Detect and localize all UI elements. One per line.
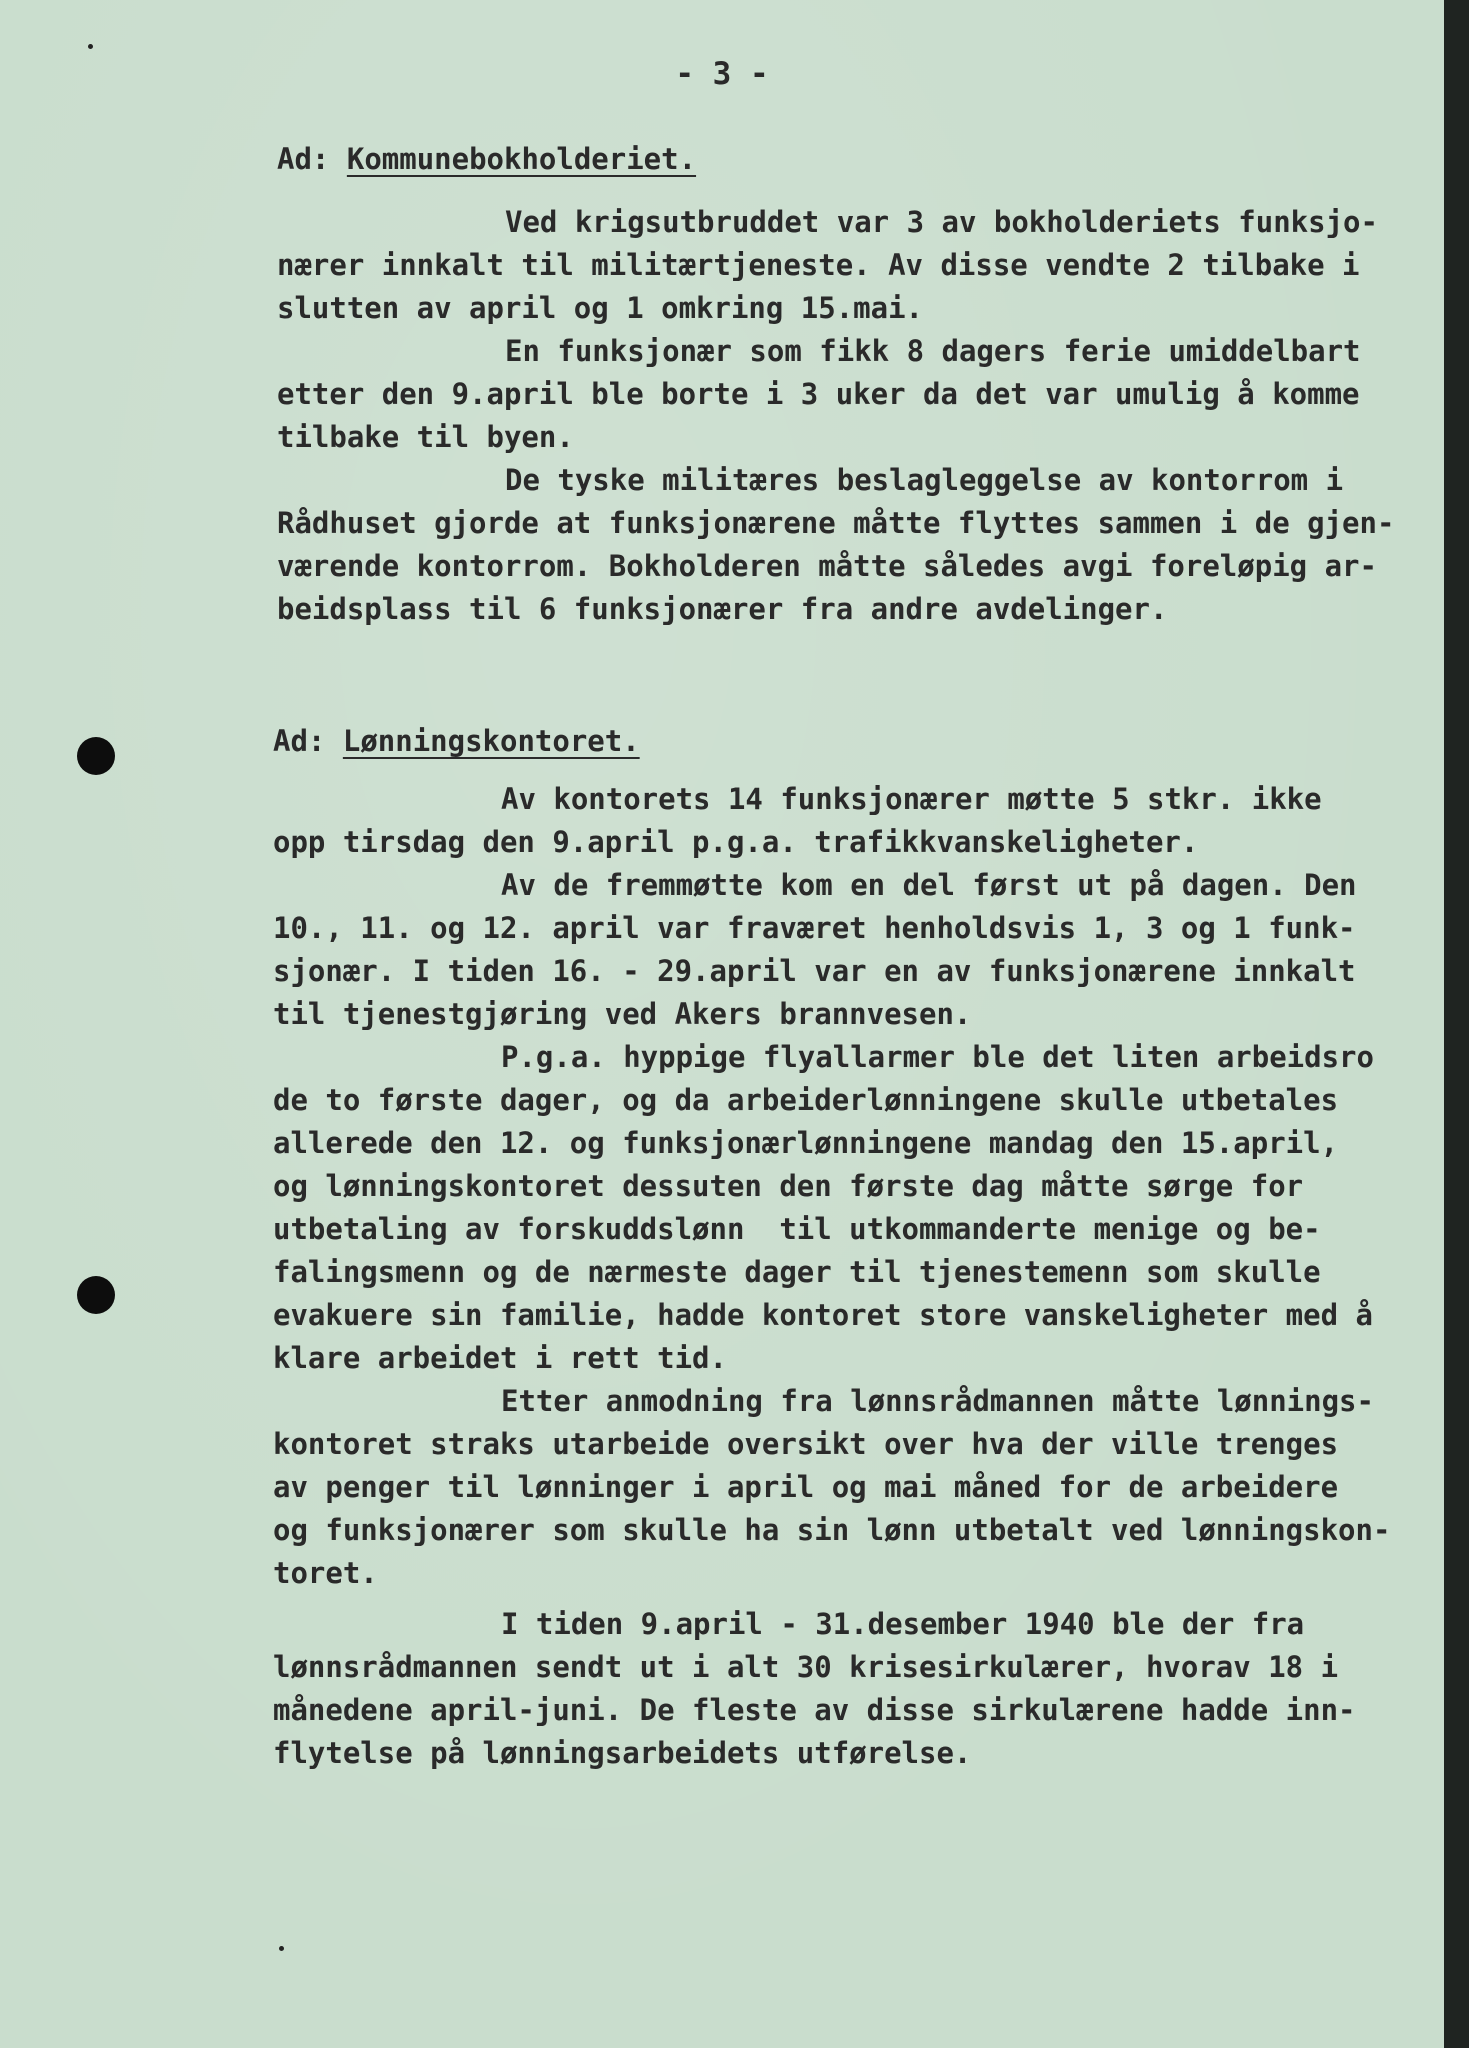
text-line: En funksjonær som fikk 8 dagers ferie umiddelbart [505, 334, 1361, 368]
punch-hole-bottom [77, 1276, 115, 1314]
text-line: lønnsrådmannen sendt ut i alt 30 krisesirkulærer, hvorav 18 i [273, 1650, 1339, 1684]
text-line: av penger til lønninger i april og mai måned for de arbeidere [273, 1470, 1339, 1504]
text-line: Etter anmodning fra lønnsrådmannen måtte lønnings- [501, 1384, 1374, 1418]
page-number: - 3 - [675, 56, 769, 92]
heading-title: Lønningskontoret. [342, 724, 640, 758]
text-line: Ved krigsutbruddet var 3 av bokholderiets funksjo- [505, 205, 1378, 239]
text-line: utbetaling av forskuddslønn til utkommanderte menige og be- [273, 1212, 1321, 1246]
paper-speck [279, 1946, 284, 1951]
punch-hole-top [77, 737, 115, 775]
text-line: I tiden 9.april - 31.desember 1940 ble der fra [501, 1607, 1305, 1641]
text-line: beidsplass til 6 funksjonærer fra andre avdelinger. [277, 592, 1168, 626]
heading-prefix: Ad: [273, 724, 326, 758]
text-line: og funksjonærer som skulle ha sin lønn utbetalt ved lønningskon- [273, 1513, 1391, 1547]
heading-prefix: Ad: [277, 142, 330, 176]
text-line: Av de fremmøtte kom en del først ut på dagen. Den [501, 868, 1357, 902]
text-line: de to første dager, og da arbeiderlønningene skulle utbetales [273, 1083, 1339, 1117]
text-line: og lønningskontoret dessuten den første dag måtte sørge for [273, 1169, 1304, 1203]
text-line: toret. [273, 1556, 378, 1590]
text-line: allerede den 12. og funksjonærlønningene mandag den 15.april, [273, 1126, 1339, 1160]
text-line: sjonær. I tiden 16. - 29.april var en av funksjonærene innkalt [273, 954, 1356, 988]
text-line: tilbake til byen. [277, 420, 574, 454]
text-line: 10., 11. og 12. april var fraværet henholdsvis 1, 3 og 1 funk- [273, 911, 1356, 945]
text-line: opp tirsdag den 9.april p.g.a. trafikkvanskeligheter. [273, 825, 1199, 859]
text-line: falingsmenn og de nærmeste dager til tjenestemenn som skulle [273, 1255, 1321, 1289]
text-line: etter den 9.april ble borte i 3 uker da det var umulig å komme [277, 377, 1360, 411]
text-line: nærer innkalt til militærtjeneste. Av disse vendte 2 tilbake i [277, 248, 1360, 282]
text-line: til tjenestgjøring ved Akers brannvesen. [273, 997, 972, 1031]
text-line: kontoret straks utarbeide oversikt over hva der ville trenges [273, 1427, 1339, 1461]
text-line: flytelse på lønningsarbeidets utførelse. [273, 1736, 972, 1770]
text-line: P.g.a. hyppige flyallarmer ble det liten arbeidsro [501, 1040, 1374, 1074]
heading-title: Kommunebokholderiet. [346, 142, 697, 176]
text-line: De tyske militæres beslagleggelse av kontorrom i [505, 463, 1344, 497]
text-line: værende kontorrom. Bokholderen måtte således avgi foreløpig ar- [277, 549, 1377, 583]
text-line: evakuere sin familie, hadde kontoret store vanskeligheter med å [273, 1298, 1373, 1332]
paper-speck [88, 44, 93, 49]
text-line: Av kontorets 14 funksjonærer møtte 5 stkr. ikke [501, 782, 1322, 816]
text-line: klare arbeidet i rett tid. [273, 1341, 727, 1375]
section-heading-kommunebokholderiet [277, 142, 696, 176]
text-line: månedene april-juni. De fleste av disse sirkulærene hadde inn- [273, 1693, 1356, 1727]
section-heading-lonningskontoret [273, 724, 640, 758]
text-line: slutten av april og 1 omkring 15.mai. [277, 291, 924, 325]
text-line: Rådhuset gjorde at funksjonærene måtte flyttes sammen i de gjen- [277, 506, 1395, 540]
